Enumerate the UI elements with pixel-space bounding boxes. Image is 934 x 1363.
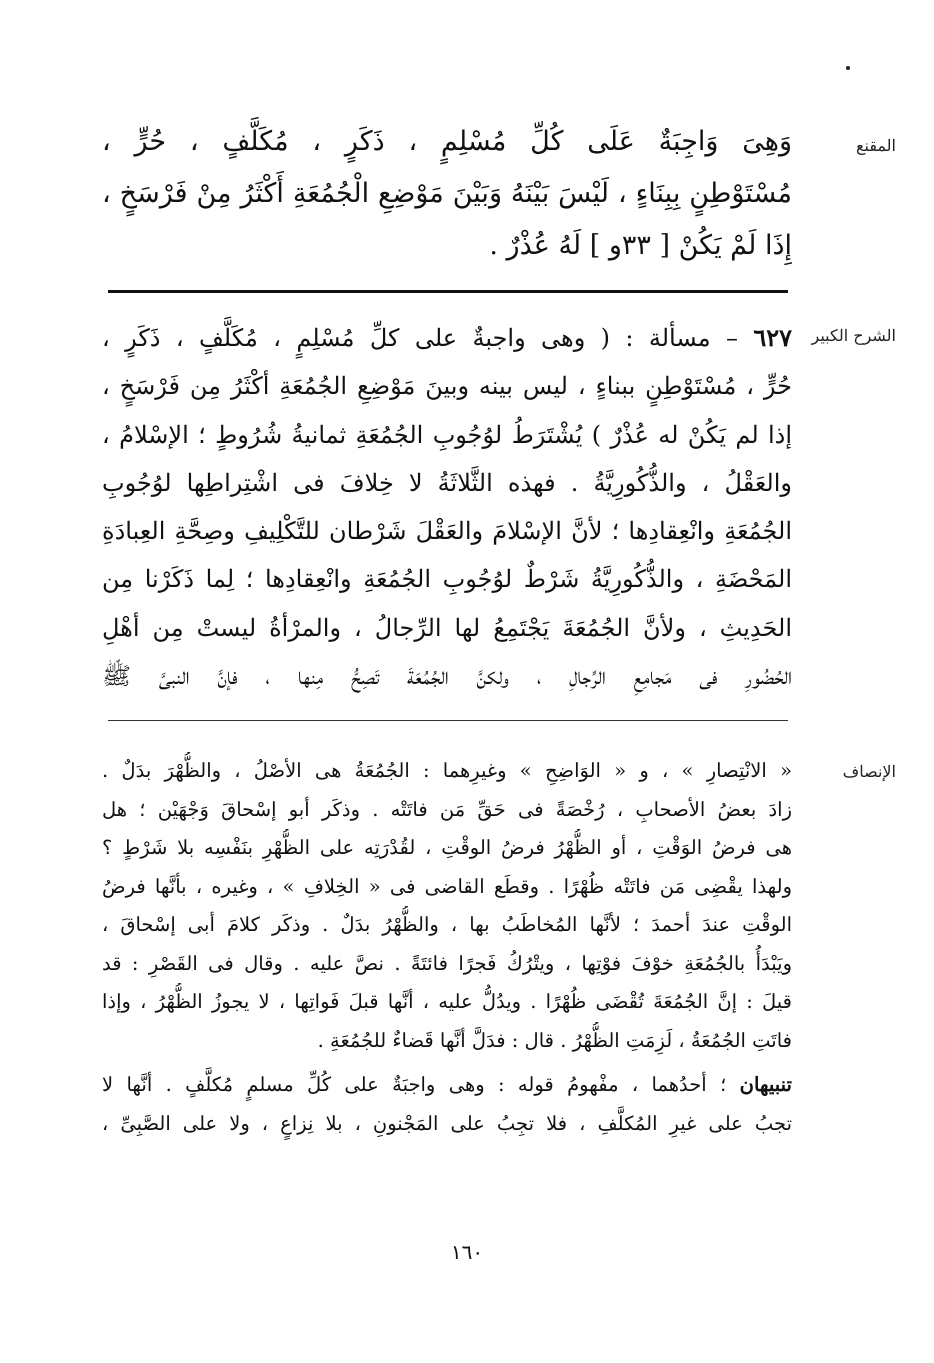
sharh-line: الحُضُورِ فى مَجامِعِ الرِّجالِ ، ولكنَّ الجُمُعَةَ تَصِحُّ مِنها ، فإنَّ النبىَّ ﷺ [102,662,792,691]
sharh-line: الحَدِيثِ ، ولأنَّ الجُمُعَةَ يَجْتَمِعُ لها الرِّجالُ ، والمرْأةُ ليستْ مِن أهْلِ [102,613,792,642]
insaf-line: الوقْتِ عندَ أحمدَ ؛ لأنَّها المُخاطَبُ بها ، والظُّهْرُ بدَلٌ . وذكَر كلامَ أبى إسْحاقَ ، [102,913,792,936]
sharh-line: الجُمُعَةِ وانْعِقادِها ؛ لأنَّ الإسْلامَ والعَقْلَ شَرْطان للتَّكْلِيفِ وصِحَّةِ العِبادَةِ [102,517,792,546]
sharh-text [102,314,792,700]
section-label-sharh: الشرح الكبير [811,326,896,345]
insaf-line: هى فرضُ الوَقْتِ ، أو الظُّهْرُ فرضُ الوقْتِ ، لقُدْرَتِه على الظُّهْرِ بنَفْسِه بلا شَرْطٍ ؟ [102,836,792,859]
tanbih-first-line [102,1066,792,1105]
muqni-text [102,116,792,272]
sharh-line: حُرٍّ ، مُسْتَوْطِنٍ ببناءٍ ، ليس بينه وبينَ مَوْضِعِ الجُمُعَةِ أكْثَرُ مِن فَرْسَخٍ ، [102,372,792,401]
print-speck [846,66,850,70]
issue-number: ٦٢٧ [753,323,792,352]
muqni-line: وَهِىَ وَاجِبَةٌ عَلَى كُلِّ مُسْلِمٍ ، ذَكَرٍ ، مُكَلَّفٍ ، حُرٍّ ، [102,126,792,157]
tanbih-text: ؛ أحدُهما ، مفْهومُ قوله : وهى واجبَةٌ على كُلِّ مسلمٍ مُكلَّفٍ . أنَّها لا [102,1073,727,1096]
insaf-line: ويَبْدَأُ بالجُمُعَةِ خوْفَ فوْتِها ، ويتْرُكُ فَجرًا فائتَةً . نصَّ عليه . وقال فى القَصْرِ : قد [102,951,792,975]
sharh-line-text: – مسألة : ( وهى واجبةٌ على كلِّ مُسْلِمٍ ، مُكَلَّفٍ ، ذَكَرٍ ، [102,324,738,352]
muqni-line: مُسْتَوْطِنٍ بِبِنَاءٍ ، لَيْسَ بَيْنَهُ وَبَيْنَ مَوْضِعِ الْجُمُعَةِ أَكْثَرُ مِنْ فَرْسَخٍ ، [102,178,792,209]
sharh-line: والعَقْلُ ، والذُّكُورِيَّةُ . فهذه الثَّلاثَةُ لا خِلافَ فى اشْتِراطِها لوُجُوبِ [102,468,792,497]
section-divider-thin [108,720,788,721]
section-label-insaf: الإنصاف [842,762,896,781]
insaf-line: ولهذا يقْضِى مَن فاتَتْه ظُهْرًا . وقطَع القاضى فى « الخِلافِ » ، وغيره ، بأنَّها فرضُ [102,874,792,898]
muqni-line: إِذَا لَمْ يَكُنْ [ ٣٣و ] لَهُ عُذْرٌ . [489,230,792,261]
insaf-line: قيلَ : إنَّ الجُمُعَةَ تُقْضَى ظُهْرًا . ويدُلُّ عليه ، أنَّها قبلَ فَواتِها ، لا يجوزُ الظُّهْرُ ، وإذا [102,990,792,1013]
insaf-text [102,752,792,1143]
section-divider-thick [108,290,788,293]
insaf-line: فاتَتِ الجُمُعَةُ ، لَزِمَتِ الظُّهْرُ . قال : فدَلَّ أنَّها قَضاءٌ للجُمُعَةِ . [317,1028,792,1052]
insaf-line: زادَ بعضُ الأصحابِ ، رُخْصَةً فى حَقِّ مَن فاتَتْه . وذكَر أبو إسْحاقَ وَجْهَيْن ؛ هل [102,797,792,821]
sharh-first-line [102,314,792,362]
tanbih-line: تجبُ على غيرِ المُكلَّفِ ، فلا تجِبُ على المَجْنونِ ، بلا نِزاعٍ ، ولا على الصَّبِىِّ ، [102,1111,792,1135]
insaf-line: « الانْتِصارِ » ، و « الوَاضِحِ » وغيرِهما : الجُمُعَةُ هى الأصْلُ ، والظُّهْرَ بدَلٌ . [102,759,792,782]
page-number: ١٦٠ [450,1240,484,1264]
sharh-line: إذا لم يَكُنْ له عُذْرٌ ) يُشْتَرَطُ لوُجُوبِ الجُمُعَةِ ثمانيةُ شُرُوطٍ ؛ الإسْلامُ ، [102,420,792,449]
tanbih-heading: تنبيهان [739,1073,792,1096]
section-label-muqni: المقنع [855,136,896,155]
sharh-line: المَحْضَةِ ، والذُّكُورِيَّةُ شَرْطٌ لوُجُوبِ الجُمُعَةِ وانْعِقادِها ؛ لِما ذَكَرْنا مِن [102,565,792,594]
